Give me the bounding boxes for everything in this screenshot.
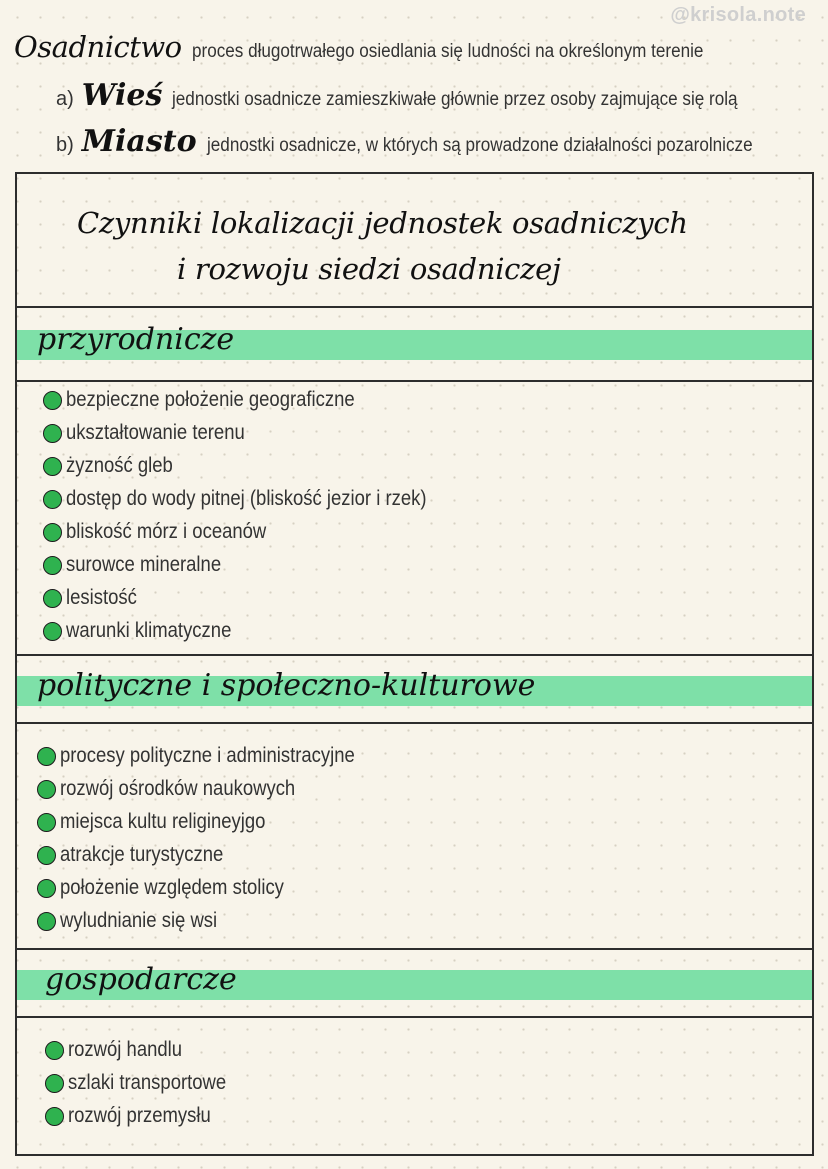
term-miasto: Miasto	[81, 124, 197, 159]
bullet-dot-icon	[37, 912, 56, 931]
list-item: żyzność gleb	[43, 454, 187, 478]
list-item: lesistość	[43, 586, 147, 610]
bullet-dot-icon	[43, 457, 62, 476]
list-item: surowce mineralne	[43, 553, 242, 577]
bullet-dot-icon	[43, 424, 62, 443]
definition-miasto	[56, 124, 813, 159]
list-item: bliskość mórz i oceanów	[43, 520, 294, 544]
section-header-przyrodnicze	[17, 308, 812, 382]
section-header-gospodarcze	[17, 948, 812, 1018]
list-item: bezpieczne położenie geograficzne	[43, 388, 394, 412]
bullet-dot-icon	[43, 490, 62, 509]
list-item: atrakcje turystyczne	[37, 843, 246, 867]
bullet-dot-icon	[45, 1041, 64, 1060]
list-item: rozwój przemysłu	[45, 1104, 230, 1128]
list-item: szlaki transportowe	[45, 1071, 248, 1095]
factors-table	[15, 172, 814, 1156]
bullet-dot-icon	[37, 846, 56, 865]
list-item: warunki klimatyczne	[43, 619, 254, 643]
list-item: wyludnianie się wsi	[37, 909, 239, 933]
table-title-area	[17, 174, 812, 308]
definition-wies	[56, 78, 801, 113]
table-title-line-1: Czynniki lokalizacji jednostek osadniczych	[77, 206, 688, 240]
term-osadnictwo: Osadnictwo	[14, 30, 182, 64]
list-item: miejsca kultu religineyjgo	[37, 810, 293, 834]
definition-osadnictwo	[14, 30, 760, 64]
definition-text: jednostki osadnicze, w których są prowadzone działalności pozarolnicze	[206, 135, 753, 156]
bullet-dot-icon	[37, 879, 56, 898]
bullet-dot-icon	[37, 780, 56, 799]
list-item: rozwój ośrodków naukowych	[37, 777, 327, 801]
list-marker: a)	[56, 88, 74, 110]
term-wies: Wieś	[81, 78, 163, 113]
list-item: dostęp do wody pitnej (bliskość jezior i rzek)	[43, 487, 476, 511]
bullet-dot-icon	[37, 813, 56, 832]
definition-text: jednostki osadnicze zamieszkiwałe głównie przez osoby zajmujące się rolą	[172, 89, 738, 110]
list-item: rozwój handlu	[45, 1038, 198, 1062]
bullet-dot-icon	[43, 523, 62, 542]
list-item: ukształtowanie terenu	[43, 421, 269, 445]
bullet-dot-icon	[43, 556, 62, 575]
list-item: położenie względem stolicy	[37, 876, 314, 900]
table-title-line-2: i rozwoju siedzi osadniczej	[177, 252, 561, 286]
bullet-dot-icon	[37, 747, 56, 766]
list-marker: b)	[56, 134, 74, 156]
bullet-dot-icon	[45, 1107, 64, 1126]
bullet-dot-icon	[45, 1074, 64, 1093]
section-heading: gospodarcze	[45, 962, 237, 997]
bullet-dot-icon	[43, 391, 62, 410]
section-header-polityczne	[17, 654, 812, 724]
section-heading: polityczne i społeczno-kulturowe	[37, 668, 536, 703]
watermark: @krisola.note	[670, 4, 806, 26]
intro-definitions	[0, 0, 828, 170]
bullet-dot-icon	[43, 589, 62, 608]
list-item: procesy polityczne i administracyjne	[37, 744, 395, 768]
definition-text: proces długotrwałego osiedlania się ludności na określonym terenie	[191, 41, 704, 62]
bullet-dot-icon	[43, 622, 62, 641]
section-heading: przyrodnicze	[37, 322, 235, 357]
